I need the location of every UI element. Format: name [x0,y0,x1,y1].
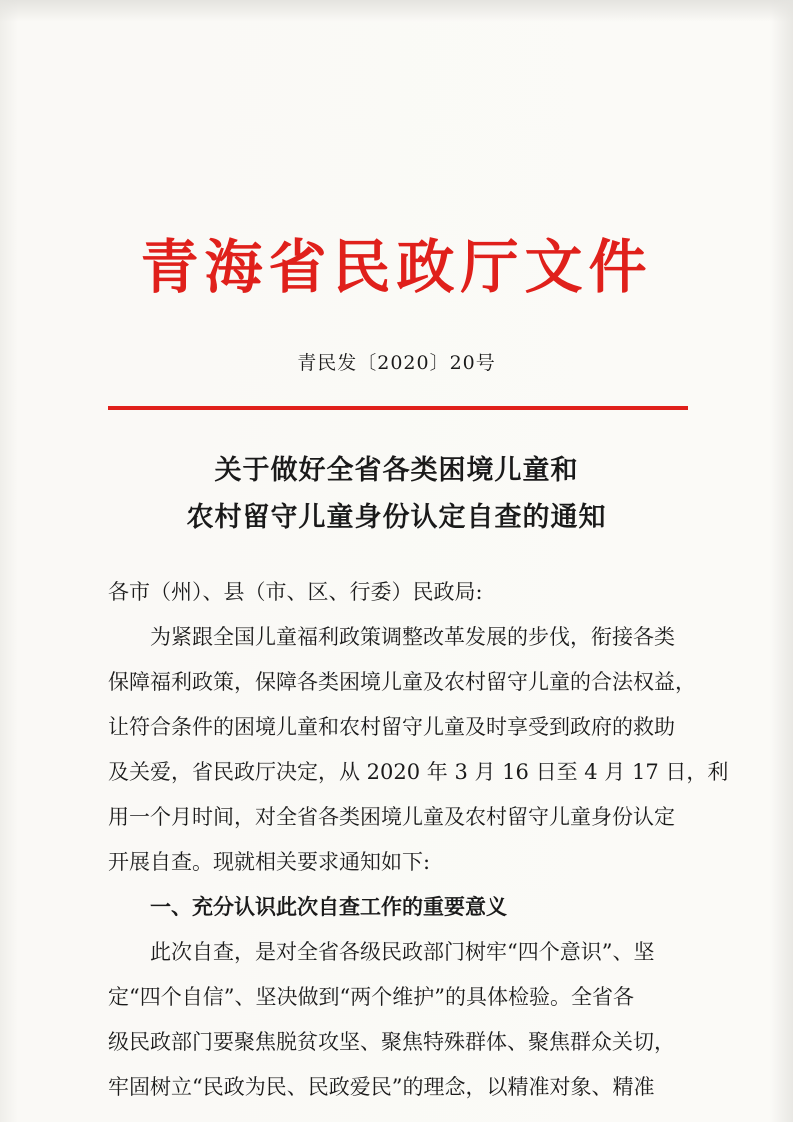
notice-title-line-2: 农村留守儿童身份认定自查的通知 [186,502,607,533]
red-divider-rule [108,406,688,410]
para1-line: 让符合条件的困境儿童和农村留守儿童及时享受到政府的救助 [108,715,675,739]
issuer-header-title: 青海省民政厅文件 [140,233,653,301]
salutation: 各市（州）、县（市、区、行委）民政局: [108,580,483,604]
section-1-heading: 一、充分认识此次自查工作的重要意义 [150,894,507,919]
para1-line: 及关爱，省民政厅决定，从 2020 年 3 月 16 日至 4 月 17 日，利 [108,760,729,784]
page-edge-shadow [0,0,793,22]
para2-line: 此次自查，是对全省各级民政部门树牢“四个意识”、坚 [150,940,655,964]
para1-line: 开展自查。现就相关要求通知如下: [108,850,431,874]
para1-line: 用一个月时间，对全省各类困境儿童及农村留守儿童身份认定 [108,805,675,829]
para1-line: 保障福利政策，保障各类困境儿童及农村留守儿童的合法权益， [108,670,696,694]
para1-line: 为紧跟全国儿童福利政策调整改革发展的步伐，衔接各类 [150,625,675,649]
document-number: 青民发〔2020〕20号 [297,352,496,374]
para2-line: 牢固树立“民政为民、民政爱民”的理念，以精准对象、精准 [108,1075,655,1099]
para2-line: 定“四个自信”、坚决做到“两个维护”的具体检验。全省各 [108,985,634,1009]
notice-title-line-1: 关于做好全省各类困境儿童和 [214,455,579,486]
para2-line: 级民政部门要聚焦脱贫攻坚、聚焦特殊群体、聚焦群众关切， [108,1030,675,1054]
